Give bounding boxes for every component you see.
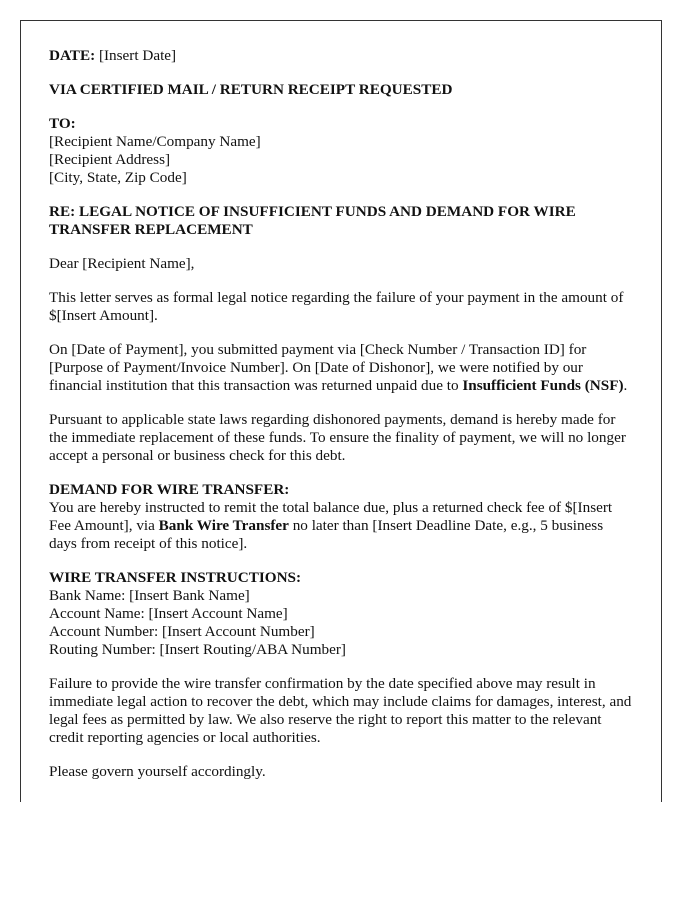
routing-number-line: Routing Number: [Insert Routing/ABA Number] (49, 641, 346, 658)
recipient-address: [Recipient Address] (49, 151, 171, 168)
demand-text: You are hereby instructed to remit the total balance due, plus a returned check fee of $[Insert Fee Amount], via (49, 499, 613, 534)
recipient-name: [Recipient Name/Company Name] (49, 133, 261, 150)
paragraph-payment-details (49, 341, 633, 395)
subject-line: RE: LEGAL NOTICE OF INSUFFICIENT FUNDS AND DEMAND FOR WIRE TRANSFER REPLACEMENT (49, 203, 576, 238)
demand-deadline-text: no later than [Insert Deadline Date, e.g., 5 business days from receipt of this notice]. (49, 517, 604, 552)
date-label: DATE: (49, 47, 96, 64)
wire-instructions-heading: WIRE TRANSFER INSTRUCTIONS: (49, 569, 302, 586)
to-label: TO: (49, 115, 76, 132)
wire-instructions-section (49, 569, 633, 659)
date-value: [Insert Date] (98, 47, 177, 64)
nsf-emphasis: Insufficient Funds (NSF) (462, 377, 624, 394)
recipient-city-state-zip: [City, State, Zip Code] (49, 169, 187, 186)
paragraph-notice: This letter serves as formal legal notice regarding the failure of your payment in the amount of $[Insert Amount]. (49, 289, 624, 324)
wire-transfer-emphasis: Bank Wire Transfer (158, 517, 289, 534)
payment-details-end: . (623, 377, 628, 394)
date-line (49, 47, 633, 65)
demand-heading: DEMAND FOR WIRE TRANSFER: (49, 481, 290, 498)
bank-name-line: Bank Name: [Insert Bank Name] (49, 587, 250, 604)
paragraph-demand: Pursuant to applicable state laws regarding dishonored payments, demand is hereby made for the immediate replacement of these funds. To ensure the finality of payment, we will no longer accept a personal or business check for this debt. (49, 411, 626, 464)
paragraph-consequences: Failure to provide the wire transfer confirmation by the date specified above may result in immediate legal action to recover the debt, which may include claims for damages, interest, and legal fees as permitted by law. We also reserve the right to report this matter to the relevant credit reporting agencies or local authorities. (49, 675, 632, 746)
account-number-line: Account Number: [Insert Account Number] (49, 623, 315, 640)
document-viewport (20, 20, 662, 802)
account-name-line: Account Name: [Insert Account Name] (49, 605, 288, 622)
delivery-method: VIA CERTIFIED MAIL / RETURN RECEIPT REQUESTED (49, 81, 453, 98)
recipient-block (49, 115, 633, 187)
closing-line: Please govern yourself accordingly. (49, 763, 266, 780)
letter-page (20, 20, 662, 802)
salutation: Dear [Recipient Name], (49, 255, 195, 272)
demand-section (49, 481, 633, 553)
payment-details-text: On [Date of Payment], you submitted payment via [Check Number / Transaction ID] for [Purpose of Payment/Invoice Number]. On [Date of Dishonor], we were notified by our financial institution that this transaction was returned unpaid due to (49, 341, 587, 394)
